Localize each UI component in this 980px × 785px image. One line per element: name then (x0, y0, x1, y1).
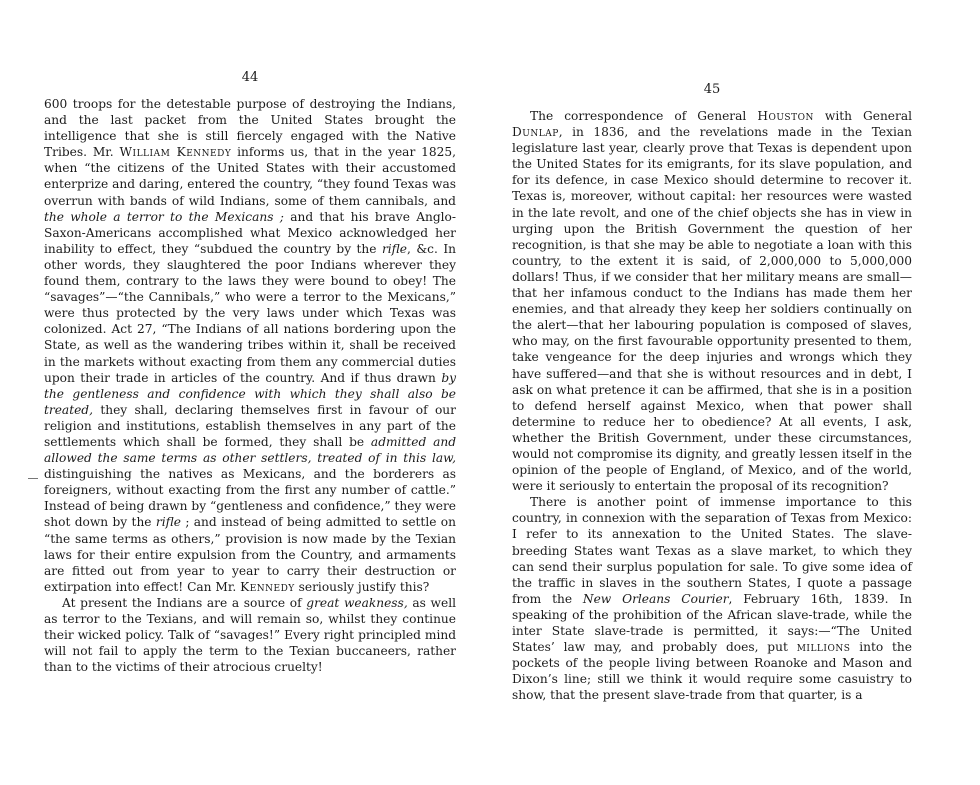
italic-text: rifle (155, 515, 181, 530)
page-text (44, 96, 456, 675)
small-caps-text: William Kennedy (119, 145, 232, 160)
paragraph (44, 595, 456, 675)
small-caps-text: Dunlap (512, 125, 559, 140)
text-run: they shall, declaring themselves first in favour of our religion and institutions, establish themselves in any part of the settlements which shall be formed, they shall be (44, 402, 456, 449)
page-number: 45 (703, 82, 721, 97)
text-run: and that his brave Anglo-Saxon-Americans accomplished what Mexico acknowledged her inability to effect, they “subdued the country by the (44, 209, 456, 256)
text-run: with General (813, 109, 912, 123)
italic-text: rifle (381, 241, 408, 256)
page-text (512, 108, 912, 703)
italic-text: by the gentleness and confidence with which they shall also be treated, (44, 370, 456, 417)
small-caps-text: Houston (757, 109, 814, 123)
text-run: into the pockets of the people living between Roanoke and Mason and Dixon’s line; still we think it would require some casuistry to show, that the present slave-trade from that quarter, is a (512, 640, 912, 703)
text-run: The correspondence of General (530, 109, 758, 123)
text-run: At present the Indians are a source of (62, 595, 307, 610)
text-run: , &c. In other words, they slaughtered the poor Indians wherever they found them, contrary to the laws they were bound to obey! The “savages”—“the Cannibals,” who were a terror to the Mexicans,” were thus protected by the very laws under which Texas was colonized. Act 27, “The Indians of all nations bordering upon the State, as well as the wandering tribes within it, shall be received in the markets without exacting from them any commercial duties upon their trade in articles of the country. And if thus drawn (44, 241, 456, 385)
text-run: seriously justify this? (294, 579, 430, 594)
margin-mark (28, 478, 38, 479)
text-run: 600 troops for the detestable purpose of destroying the Indians, and the last packet from the United States brought the intelligence that she is still fiercely engaged with the Native Tribes. Mr. (44, 97, 456, 160)
italic-text: great weakness, (306, 595, 408, 610)
italic-text: the whole a terror to the Mexicans ; (44, 209, 284, 224)
text-run: , in 1836, and the revelations made in the Texian legislature last year, clearly prove that Texas is dependent upon the United States for its emigrants, for its slave population, and for its defence, in case Mexico should determine to recover it. Texas is, moreover, without capital: her resources were wasted in the late revolt, and one of the chief objects she has in view in urging upon the British Government the question of her recognition, is that she may be able to negotiate a loan with this country, to the extent it is said, of 2,000,000 to 5,000,000 dollars! Thus, if we consider that her military means are small—that her infamous conduct to the Indians has made them her enemies, and that already they keep her soldiers continually on the alert—that her labouring population is composed of slaves, who may, on the first favourable opportunity presented to them, take vengeance for the deep injuries and wrongs which they have suffered—and that she is without resources and in debt, I ask on what pretence it can be affirmed, that she is in a position to defend herself against Mexico, when that power shall determine to reduce her to obedience? At all events, I ask, whether the British Government, under these circumstances, would not compromise its dignity, and greatly lessen itself in the opinion of the people of England, of Mexico, and of the world, were it seriously to entertain the proposal of its recognition? (512, 125, 912, 494)
text-run: distinguishing the natives as Mexicans, and the borderers as foreigners, without exacting from the first any number of cattle.” Instead of being drawn by “gentleness and confidence,” they were shot down by the (44, 467, 456, 530)
page-number: 44 (241, 70, 259, 85)
small-caps-text: Kennedy (240, 579, 295, 594)
paragraph (512, 494, 912, 703)
italic-text: New Orleans Courier (582, 591, 729, 606)
small-caps-text: millions (796, 640, 851, 655)
paragraph (512, 108, 912, 494)
text-run: ; and instead of being admitted to settle on “the same terms as others,” provision is now made by the Texian laws for their entire expulsion from the Country, and armaments are fitted out from year to year to carry their destruction or extirpation into effect! Can Mr. (44, 515, 456, 594)
text-run: as well as terror to the Texians, and will remain so, whilst they continue their wicked policy. Talk of “savages!” Every right principled mind will not fail to apply the term to the Texian buccaneers, rather than to the victims of their atrocious cruelty! (44, 595, 456, 675)
text-run: There is another point of immense importance to this country, in connexion with the separation of Texas from Mexico: I refer to its annexation to the United States. The slave-breeding States want Texas as a slave market, to which they can send their surplus population for sale. To give some idea of the traffic in slaves in the southern States, I quote a passage from the (512, 495, 912, 606)
paragraph (44, 96, 456, 595)
text-run: , February 16th, 1839. In speaking of the prohibition of the African slave-trade, while the inter State slave-trade is permitted, it says:—“The United States’ law may, and probably does, put (512, 591, 912, 655)
italic-text: admitted and allowed the same terms as other settlers, treated of in this law, (44, 434, 456, 466)
text-run: informs us, that in the year 1825, when “the citizens of the United States with their accustomed enterprize and daring, entered the country, “they found Texas was overrun with bands of wild Indians, some of them cannibals, and (44, 145, 456, 208)
